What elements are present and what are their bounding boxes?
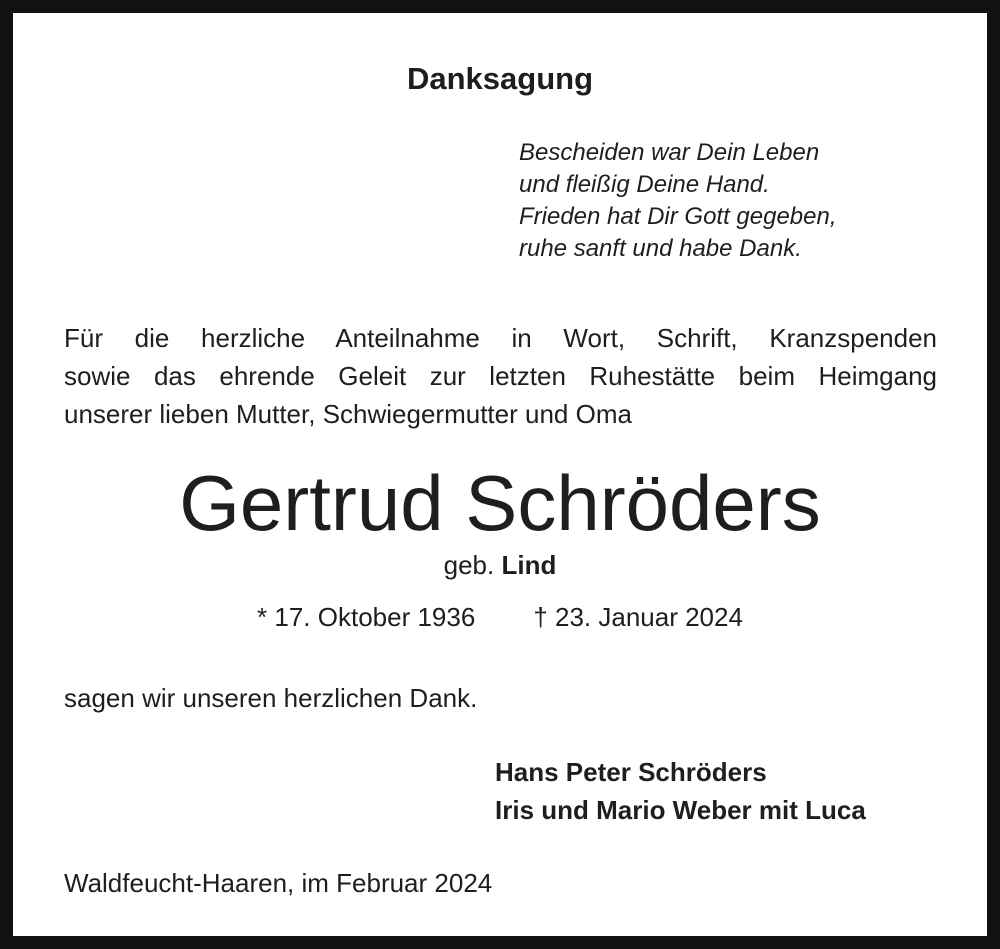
- birth-date: * 17. Oktober 1936: [257, 602, 476, 632]
- signers-block: [495, 753, 866, 829]
- intro-line: sowie das ehrende Geleit zur letzten Ruhestätte beim Heimgang: [64, 361, 937, 391]
- thanks-line: sagen wir unseren herzlichen Dank.: [64, 683, 478, 713]
- maiden-name-line: [13, 550, 987, 581]
- deceased-name: Gertrud Schröders: [179, 459, 821, 547]
- poem-line: ruhe sanft und habe Dank.: [519, 235, 802, 262]
- notice-heading: Danksagung: [406, 61, 594, 96]
- poem-verse: [519, 137, 837, 265]
- poem-line: und fleißig Deine Hand.: [519, 171, 770, 198]
- intro-line: Für die herzliche Anteilnahme in Wort, Schrift, Kranzspenden: [64, 323, 937, 353]
- intro-paragraph: [64, 319, 937, 433]
- maiden-prefix: geb.: [443, 550, 495, 580]
- life-dates: [13, 602, 987, 633]
- place-and-date: Waldfeucht-Haaren, im Februar 2024: [64, 868, 493, 898]
- maiden-name: Lind: [501, 550, 557, 580]
- intro-line: unserer lieben Mutter, Schwiegermutter und Oma: [64, 399, 632, 429]
- signer-name: Iris und Mario Weber mit Luca: [495, 795, 866, 825]
- signer-name: Hans Peter Schröders: [495, 757, 767, 787]
- poem-line: Bescheiden war Dein Leben: [519, 139, 820, 166]
- death-date: † 23. Januar 2024: [533, 602, 743, 632]
- poem-line: Frieden hat Dir Gott gegeben,: [519, 203, 837, 230]
